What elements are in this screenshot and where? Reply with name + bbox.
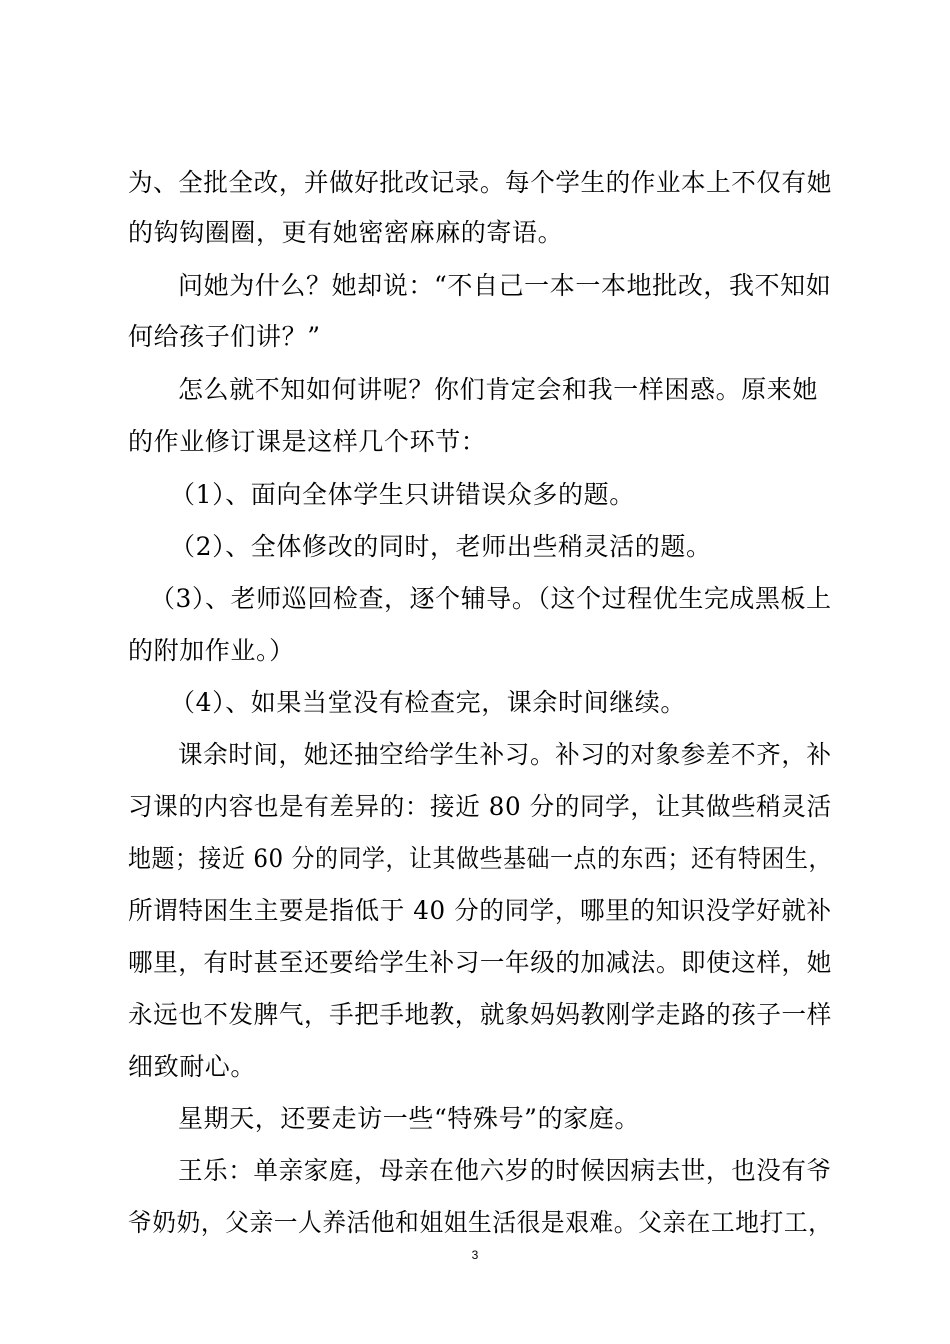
text-line: 为、全批全改，并做好批改记录。每个学生的作业本上不仅有她 — [128, 168, 832, 197]
text-line: 的作业修订课是这样几个环节： — [128, 427, 487, 456]
text-line: 地题；接近 60 分的同学，让其做些基础一点的东西；还有特困生， — [128, 844, 832, 873]
text-line: 哪里，有时甚至还要给学生补习一年级的加减法。即使这样，她 — [128, 948, 832, 977]
text-line: 课余时间，她还抽空给学生补习。补习的对象参差不齐，补 — [178, 740, 832, 769]
text-line: （4）、如果当堂没有检查完，课余时间继续。 — [170, 688, 687, 717]
text-line: 何给孩子们讲？” — [128, 322, 321, 351]
text-line: 细致耐心。 — [128, 1052, 257, 1081]
text-line: 怎么就不知如何讲呢？你们肯定会和我一样困惑。原来她 — [178, 375, 819, 404]
text-line: 爷奶奶，父亲一人养活他和姐姐生活很是艰难。父亲在工地打工， — [128, 1208, 833, 1237]
text-line: （2）、全体修改的同时，老师出些稍灵活的题。 — [170, 532, 712, 561]
text-line: 永远也不发脾气，手把手地教，就象妈妈教刚学走路的孩子一样 — [128, 1000, 832, 1029]
text-line: 的钩钩圈圈，更有她密密麻麻的寄语。 — [128, 218, 564, 247]
page-number: 3 — [471, 1248, 479, 1262]
text-line: （3）、老师巡回检查，逐个辅导。（这个过程优生完成黑板上 — [150, 584, 832, 613]
text-line: 问她为什么？她却说：“不自己一本一本地批改，我不知如 — [178, 271, 832, 300]
text-line: 习课的内容也是有差异的：接近 80 分的同学，让其做些稍灵活 — [128, 792, 832, 821]
text-line: 王乐：单亲家庭，母亲在他六岁的时候因病去世，也没有爷 — [178, 1156, 832, 1185]
text-line: （1）、面向全体学生只讲错误众多的题。 — [170, 480, 635, 509]
text-line: 星期天，还要走访一些“特殊号”的家庭。 — [178, 1104, 640, 1133]
text-line: 的附加作业。） — [128, 636, 295, 665]
text-line: 所谓特困生主要是指低于 40 分的同学，哪里的知识没学好就补 — [128, 896, 832, 925]
